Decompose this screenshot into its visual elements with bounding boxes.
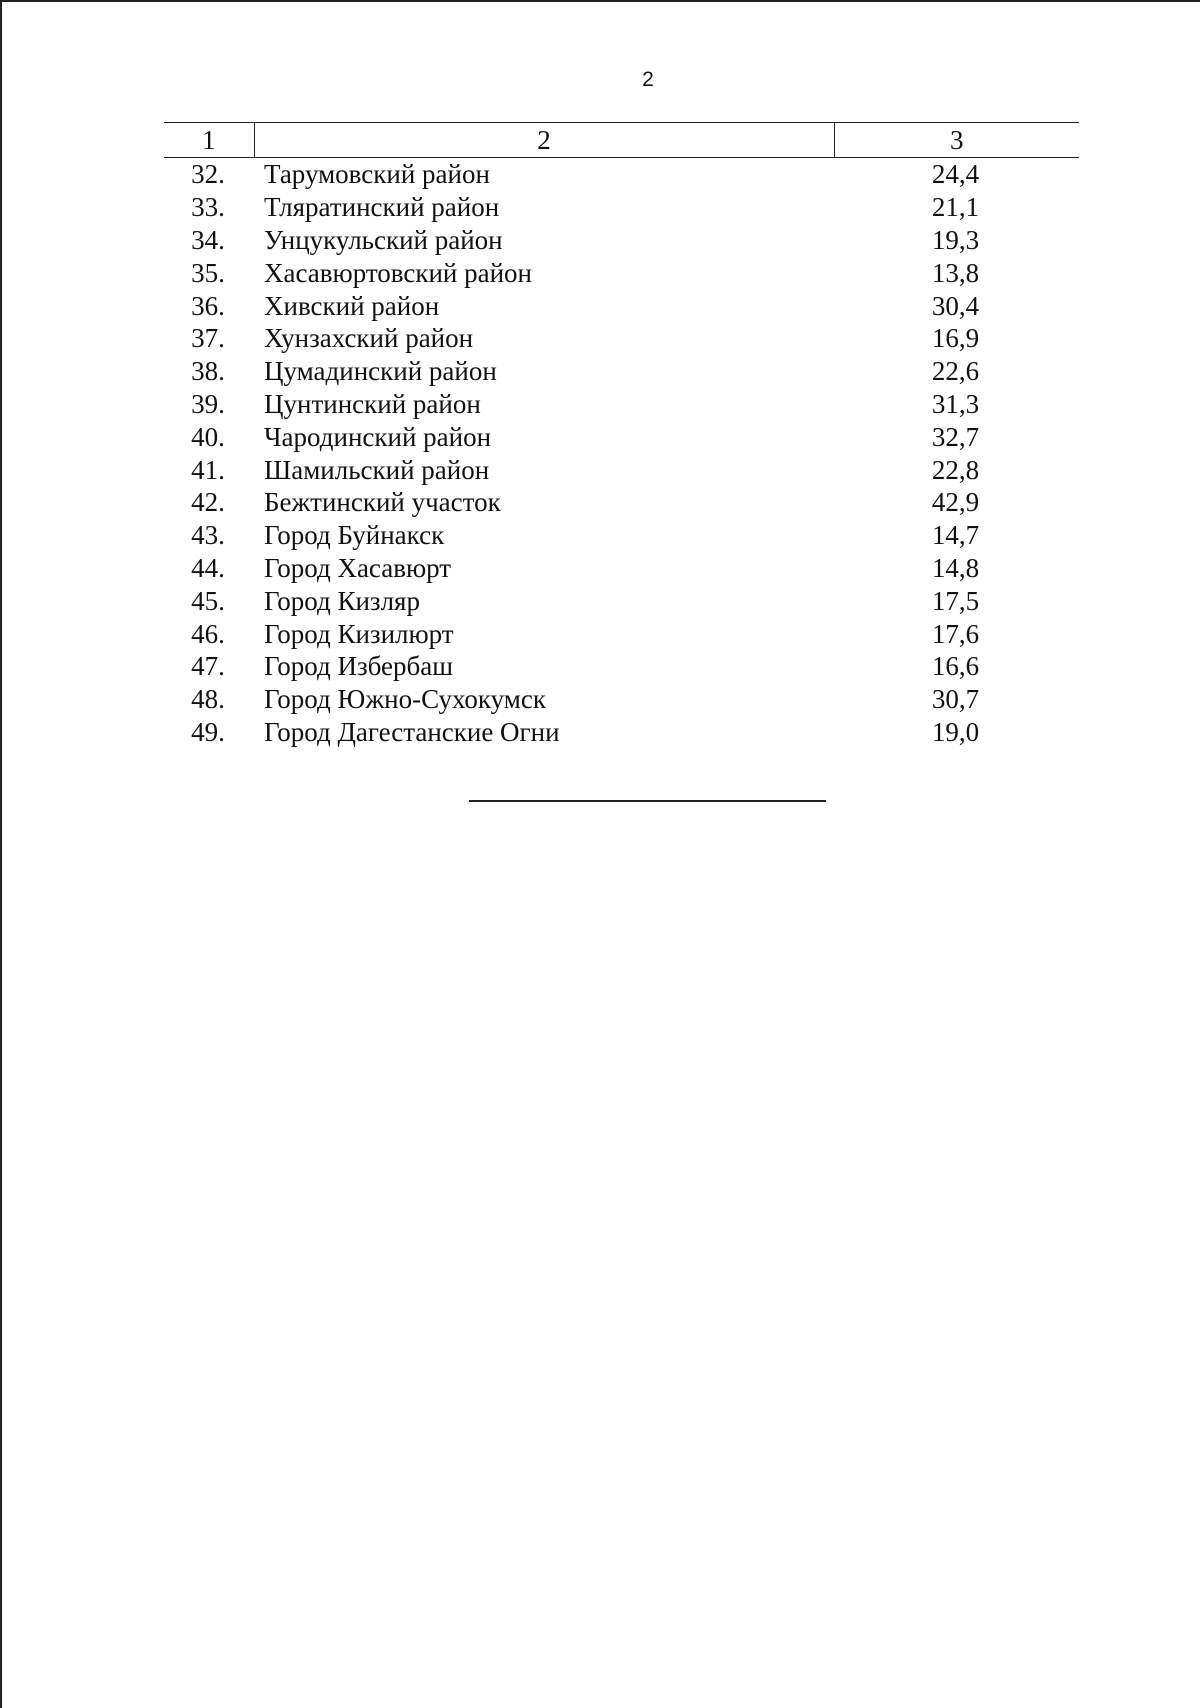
- row-value: 16,9: [931, 323, 980, 354]
- row-value: 14,8: [931, 552, 980, 583]
- row-name: Чародинский район: [264, 421, 492, 452]
- row-name: Город Дагестанские Огни: [264, 716, 560, 747]
- row-number: 42.: [191, 487, 225, 518]
- row-name: Унцукульский район: [264, 224, 503, 255]
- row-name: Хасавюртовский район: [264, 257, 533, 288]
- table-row: [164, 289, 1079, 322]
- table-row: [164, 519, 1079, 552]
- row-name: Хивский район: [264, 290, 440, 321]
- column-header-2: 2: [254, 123, 834, 158]
- row-number: 32.: [191, 159, 225, 190]
- table-body: [164, 158, 1079, 749]
- table-row: [164, 617, 1079, 650]
- page-border-top: [0, 0, 1200, 2]
- row-name: Город Избербаш: [264, 651, 453, 682]
- row-name: Хунзахский район: [264, 323, 474, 354]
- column-header-3: 3: [834, 123, 1079, 158]
- table-row: [164, 453, 1079, 486]
- row-number: 47.: [191, 651, 225, 682]
- row-number: 43.: [191, 520, 225, 551]
- row-value: 22,8: [931, 454, 980, 485]
- row-name: Тарумовский район: [264, 159, 490, 190]
- row-number: 45.: [191, 585, 225, 616]
- table-row: [164, 486, 1079, 519]
- row-name: Город Хасавюрт: [264, 552, 452, 583]
- row-value: 32,7: [931, 421, 980, 452]
- column-header-1: 1: [164, 123, 254, 158]
- row-number: 48.: [191, 684, 225, 715]
- row-name: Город Кизилюрт: [264, 618, 454, 649]
- row-name: Бежтинский участок: [264, 487, 501, 518]
- table-row: [164, 322, 1079, 355]
- row-value: 21,1: [931, 192, 980, 223]
- row-number: 34.: [191, 224, 225, 255]
- row-number: 38.: [191, 356, 225, 387]
- table-row: [164, 552, 1079, 585]
- table-row: [164, 716, 1079, 749]
- table-row: [164, 650, 1079, 683]
- table-row: [164, 388, 1079, 421]
- row-number: 36.: [191, 290, 225, 321]
- table-row: [164, 420, 1079, 453]
- row-number: 46.: [191, 618, 225, 649]
- row-name: Город Кизляр: [264, 585, 420, 616]
- row-value: 22,6: [931, 356, 980, 387]
- data-table: [164, 122, 1079, 748]
- row-number: 41.: [191, 454, 225, 485]
- end-of-table-rule: [469, 800, 826, 802]
- row-name: Цумадинский район: [264, 356, 497, 387]
- row-name: Город Южно-Сухокумск: [264, 684, 546, 715]
- row-name: Тляратинский район: [264, 192, 500, 223]
- row-number: 35.: [191, 257, 225, 288]
- row-number: 49.: [191, 716, 225, 747]
- row-value: 14,7: [931, 520, 980, 551]
- table-row: [164, 191, 1079, 224]
- row-value: 19,3: [931, 224, 980, 255]
- row-value: 30,4: [931, 290, 980, 321]
- row-number: 40.: [191, 421, 225, 452]
- row-name: Цунтинский район: [264, 388, 481, 419]
- table-row: [164, 683, 1079, 716]
- table-row: [164, 584, 1079, 617]
- row-value: 17,6: [931, 618, 980, 649]
- data-table-container: [164, 122, 1079, 748]
- row-value: 42,9: [931, 487, 980, 518]
- row-value: 19,0: [931, 716, 980, 747]
- page-border-left: [0, 0, 2, 1708]
- row-value: 31,3: [931, 388, 980, 419]
- row-value: 24,4: [931, 159, 980, 190]
- row-number: 44.: [191, 552, 225, 583]
- row-value: 13,8: [931, 257, 980, 288]
- table-row: [164, 158, 1079, 191]
- row-name: Город Буйнакск: [264, 520, 445, 551]
- row-value: 30,7: [931, 684, 980, 715]
- row-value: 17,5: [931, 585, 980, 616]
- table-row: [164, 224, 1079, 257]
- row-number: 33.: [191, 192, 225, 223]
- table-row: [164, 355, 1079, 388]
- row-number: 37.: [191, 323, 225, 354]
- table-header-row: [164, 123, 1079, 158]
- row-value: 16,6: [931, 651, 980, 682]
- table-row: [164, 256, 1079, 289]
- page-number: 2: [642, 68, 654, 91]
- row-number: 39.: [191, 388, 225, 419]
- row-name: Шамильский район: [264, 454, 490, 485]
